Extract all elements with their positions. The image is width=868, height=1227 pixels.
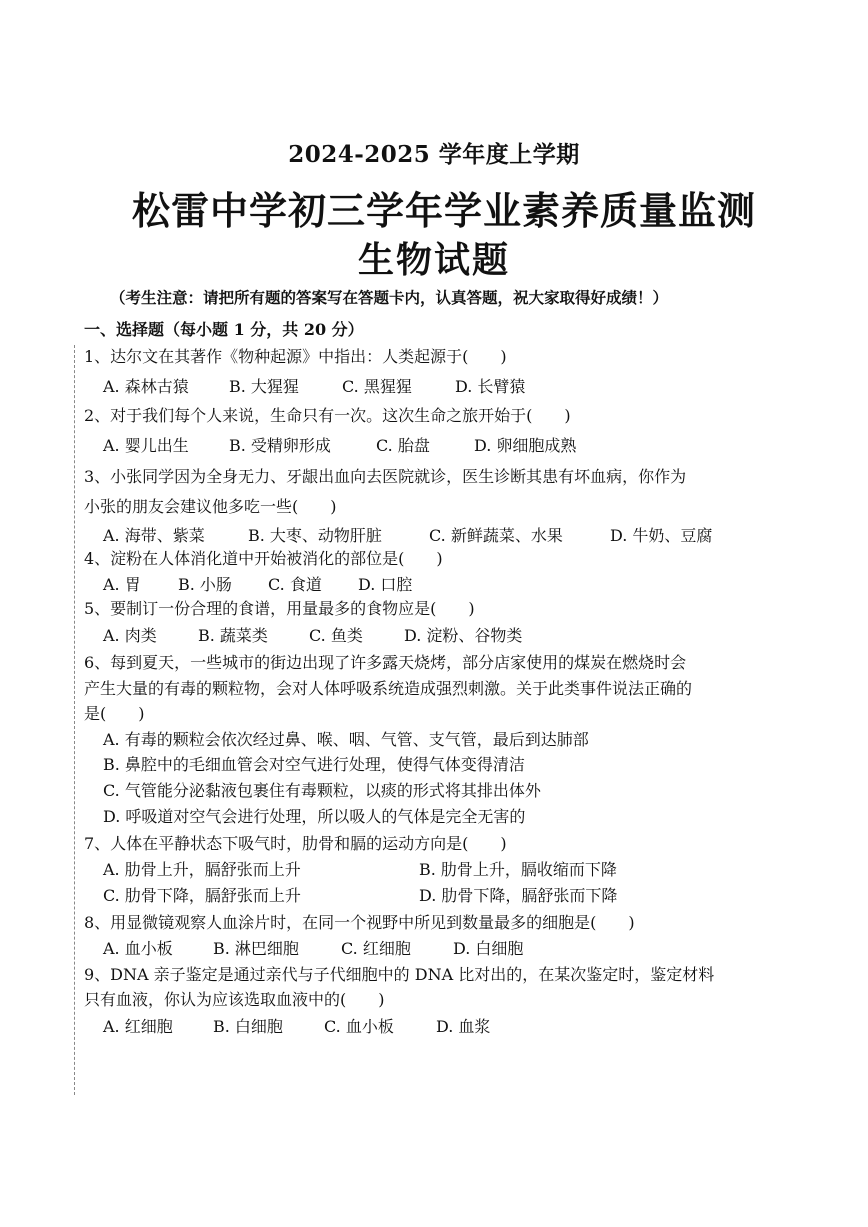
- option: D. 肋骨下降，膈舒张而下降: [419, 886, 618, 905]
- option: D. 牛奶、豆腐: [610, 526, 713, 545]
- option: D. 淀粉、谷物类: [404, 626, 523, 645]
- question-9-stem-line-1: 9、DNA 亲子鉴定是通过亲代与子代细胞中的 DNA 比对出的，在某次鉴定时，鉴定材料: [84, 965, 715, 984]
- option: D. 白细胞: [453, 939, 524, 958]
- option: D. 血浆: [436, 1017, 491, 1036]
- option: A. 婴儿出生: [103, 436, 189, 455]
- question-8-stem: 8、用显微镜观察人血涂片时，在同一个视野中所见到数量最多的细胞是( ): [84, 913, 635, 932]
- question-5-stem: 5、要制订一份合理的食谱，用量最多的食物应是( ): [84, 599, 475, 618]
- option: A. 海带、紫菜: [103, 526, 205, 545]
- option: C. 血小板: [324, 1017, 394, 1036]
- question-6-option-d: D. 呼吸道对空气会进行处理，所以吸人的气体是完全无害的: [103, 807, 526, 826]
- question-8-options: [103, 938, 523, 960]
- option: C. 新鲜蔬菜、水果: [429, 526, 563, 545]
- option: C. 鱼类: [309, 626, 363, 645]
- option: C. 红细胞: [341, 939, 411, 958]
- option: A. 血小板: [103, 939, 173, 958]
- question-6-stem-line-2: 产生大量的有毒的颗粒物，会对人体呼吸系统造成强烈刺激。关于此类事件说法正确的: [84, 679, 693, 698]
- question-4-stem: 4、淀粉在人体消化道中开始被消化的部位是( ): [84, 549, 443, 568]
- option: A. 肋骨上升，膈舒张而上升: [103, 860, 301, 879]
- question-6-option-c: C. 气管能分泌黏液包裹住有毒颗粒，以痰的形式将其排出体外: [103, 781, 541, 800]
- question-6-stem-line-1: 6、每到夏天，一些城市的街边出现了许多露天烧烤，部分店家使用的煤炭在燃烧时会: [84, 653, 687, 672]
- option: C. 胎盘: [376, 436, 430, 455]
- question-1-stem: 1、达尔文在其著作《物种起源》中指出：人类起源于( ): [84, 347, 507, 366]
- option: B. 大猩猩: [229, 377, 299, 396]
- binding-dashed-line: [74, 345, 75, 1095]
- question-6-stem-line-3: 是( ): [84, 704, 145, 723]
- option: B. 蔬菜类: [198, 626, 268, 645]
- question-7-options-row-1: [103, 859, 617, 881]
- question-9-options: [103, 1016, 490, 1038]
- option: B. 大枣、动物肝脏: [248, 526, 382, 545]
- option: A. 肉类: [103, 626, 157, 645]
- option: C. 食道: [268, 575, 322, 594]
- question-3-stem-line-2: 小张的朋友会建议他多吃一些( ): [84, 497, 337, 516]
- option: B. 淋巴细胞: [213, 939, 299, 958]
- section-title: 一、选择题（每小题 1 分，共 20 分）: [84, 320, 364, 339]
- option: A. 森林古猿: [103, 377, 189, 396]
- option: D. 卵细胞成熟: [474, 436, 577, 455]
- option: A. 胃: [103, 575, 141, 594]
- option: D. 长臂猿: [455, 377, 526, 396]
- question-1-options: [103, 376, 525, 398]
- candidate-notice: （考生注意：请把所有题的答案写在答题卡内，认真答题，祝大家取得好成绩！）: [110, 288, 669, 307]
- question-7-options-row-2: [103, 885, 617, 907]
- option: B. 受精卵形成: [229, 436, 331, 455]
- question-5-options: [103, 625, 522, 647]
- question-4-options: [103, 574, 412, 596]
- option: B. 白细胞: [213, 1017, 283, 1036]
- question-2-stem: 2、对于我们每个人来说，生命只有一次。这次生命之旅开始于( ): [84, 406, 571, 425]
- option: C. 肋骨下降，膈舒张而上升: [103, 886, 301, 905]
- school-year-title: 2024-2025 学年度上学期: [288, 141, 580, 168]
- question-7-stem: 7、人体在平静状态下吸气时，肋骨和膈的运动方向是( ): [84, 834, 507, 853]
- option: C. 黑猩猩: [342, 377, 412, 396]
- question-9-stem-line-2: 只有血液，你认为应该选取血液中的( ): [84, 990, 385, 1009]
- option: B. 肋骨上升，膈收缩而下降: [419, 860, 617, 879]
- question-3-options: [103, 525, 712, 547]
- question-2-options: [103, 435, 576, 457]
- exam-title: 松雷中学初三学年学业素养质量监测: [131, 188, 756, 233]
- option: D. 口腔: [358, 575, 413, 594]
- subject-title: 生物试题: [357, 239, 510, 281]
- question-6-option-b: B. 鼻腔中的毛细血管会对空气进行处理，使得气体变得清洁: [103, 755, 525, 774]
- question-6-option-a: A. 有毒的颗粒会依次经过鼻、喉、咽、气管、支气管，最后到达肺部: [103, 730, 589, 749]
- question-3-stem-line-1: 3、小张同学因为全身无力、牙龈出血向去医院就诊，医生诊断其患有坏血病，你作为: [84, 467, 687, 486]
- option: B. 小肠: [178, 575, 232, 594]
- option: A. 红细胞: [103, 1017, 173, 1036]
